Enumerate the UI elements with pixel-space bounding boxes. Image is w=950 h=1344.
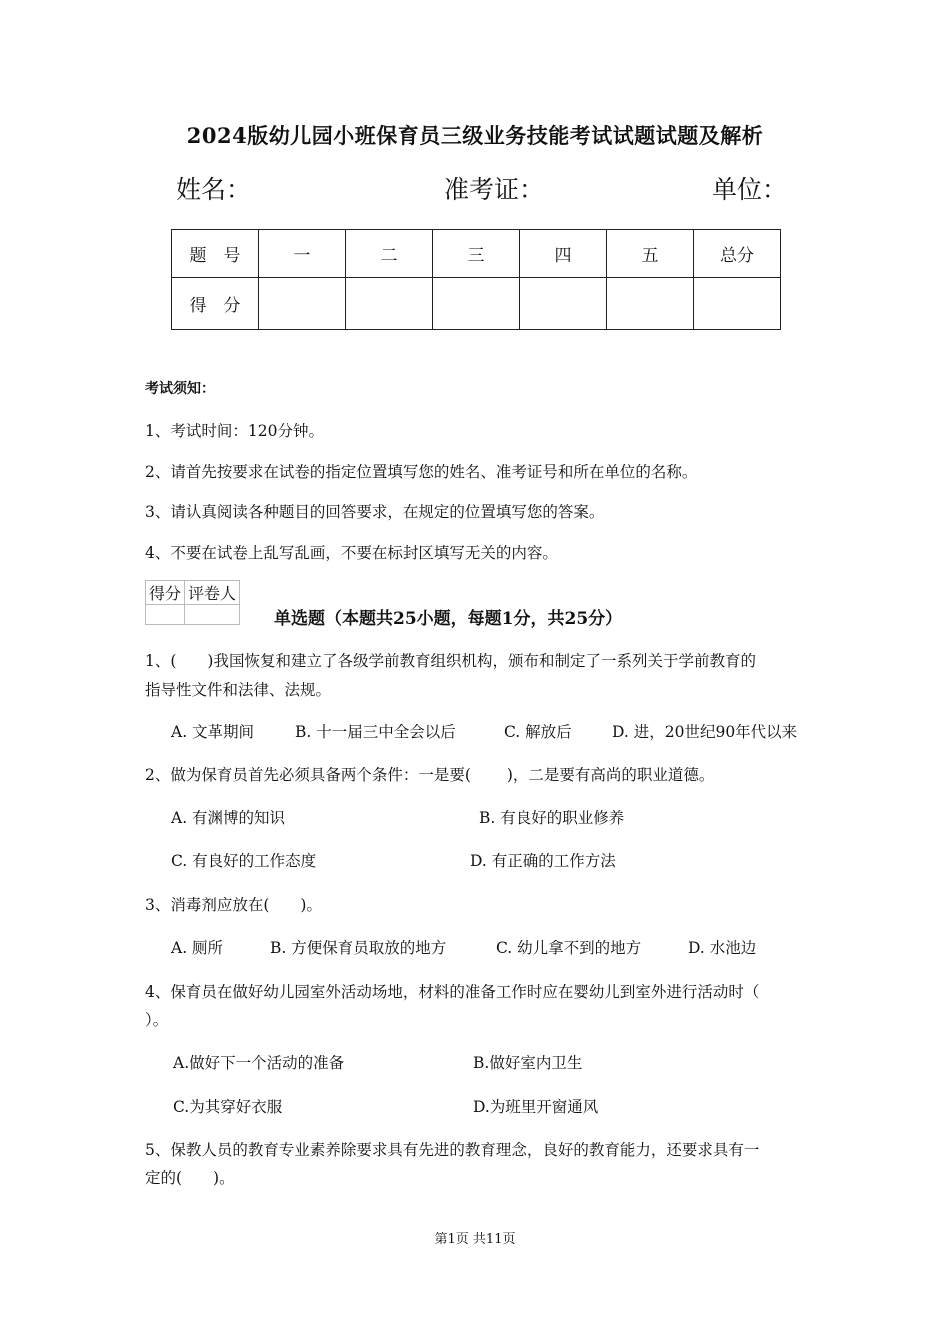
name-label: 姓名： [176, 175, 252, 204]
option: D. 有正确的工作方法 [470, 852, 616, 870]
notice-heading: 考试须知： [145, 381, 215, 397]
score-header-cell: 四 [520, 230, 607, 278]
notice-item: 2、请首先按要求在试卷的指定位置填写您的姓名、准考证号和所在单位的名称。 [145, 463, 698, 481]
page-footer: 第1页 共11页 [434, 1232, 516, 1247]
option: A. 厕所 [171, 939, 224, 957]
option: B. 十一届三中全会以后 [295, 723, 456, 741]
question-line: 5、保教人员的教育专业素养除要求具有先进的教育理念，良好的教育能力，还要求具有一 [145, 1141, 760, 1159]
notice-item: 4、不要在试卷上乱写乱画，不要在标封区填写无关的内容。 [145, 544, 558, 562]
score-cell[interactable] [433, 278, 520, 330]
option: B.做好室内卫生 [473, 1054, 583, 1072]
option: A.做好下一个活动的准备 [173, 1054, 345, 1072]
question-line: 2、做为保育员首先必须具备两个条件：一是要( )，二是要有高尚的职业道德。 [145, 766, 715, 784]
grader-score-cell[interactable] [146, 605, 185, 625]
exam-id-label: 准考证： [444, 175, 545, 204]
score-cell[interactable] [259, 278, 346, 330]
unit-label: 单位： [712, 175, 788, 204]
score-header-cell: 总分 [694, 230, 781, 278]
score-cell[interactable] [607, 278, 694, 330]
option: B. 方便保育员取放的地方 [270, 939, 447, 957]
question-line: 1、( )我国恢复和建立了各级学前教育组织机构，颁布和制定了一系列关于学前教育的 [145, 652, 756, 670]
score-header-cell: 三 [433, 230, 520, 278]
notice-item: 3、请认真阅读各种题目的回答要求，在规定的位置填写您的答案。 [145, 503, 605, 521]
question-line: ）。 [145, 1011, 169, 1029]
score-table [171, 229, 781, 330]
grader-box [145, 580, 240, 625]
option: C. 解放后 [504, 723, 572, 741]
option: D.为班里开窗通风 [473, 1098, 599, 1116]
option: C. 有良好的工作态度 [171, 852, 317, 870]
grader-name-cell[interactable] [185, 605, 240, 625]
option: A. 有渊博的知识 [171, 809, 286, 827]
option: D. 进，20世纪90年代以来 [612, 723, 798, 741]
question-line: 定的( )。 [145, 1169, 235, 1187]
option: A. 文革期间 [171, 723, 255, 741]
notice-item: 1、考试时间：120分钟。 [145, 422, 324, 440]
page-title: 2024版幼儿园小班保育员三级业务技能考试试题试题及解析 [186, 123, 764, 148]
grader-score-label: 得分 [146, 581, 185, 605]
option: C.为其穿好衣服 [173, 1098, 283, 1116]
score-header-cell: 五 [607, 230, 694, 278]
score-row-label: 得 分 [172, 278, 259, 330]
section-title: 单选题（本题共25小题，每题1分，共25分） [274, 609, 623, 629]
question-line: 指导性文件和法律、法规。 [145, 681, 332, 699]
question-line: 4、保育员在做好幼儿园室外活动场地，材料的准备工作时应在婴幼儿到室外进行活动时（ [145, 983, 760, 1001]
score-cell[interactable] [520, 278, 607, 330]
score-header-cell: 题 号 [172, 230, 259, 278]
option: D. 水池边 [688, 939, 757, 957]
score-cell[interactable] [346, 278, 433, 330]
grader-label: 评卷人 [185, 581, 240, 605]
question-line: 3、消毒剂应放在( )。 [145, 896, 322, 914]
score-cell[interactable] [694, 278, 781, 330]
score-header-cell: 二 [346, 230, 433, 278]
option: B. 有良好的职业修养 [479, 809, 625, 827]
option: C. 幼儿拿不到的地方 [496, 939, 642, 957]
score-header-cell: 一 [259, 230, 346, 278]
